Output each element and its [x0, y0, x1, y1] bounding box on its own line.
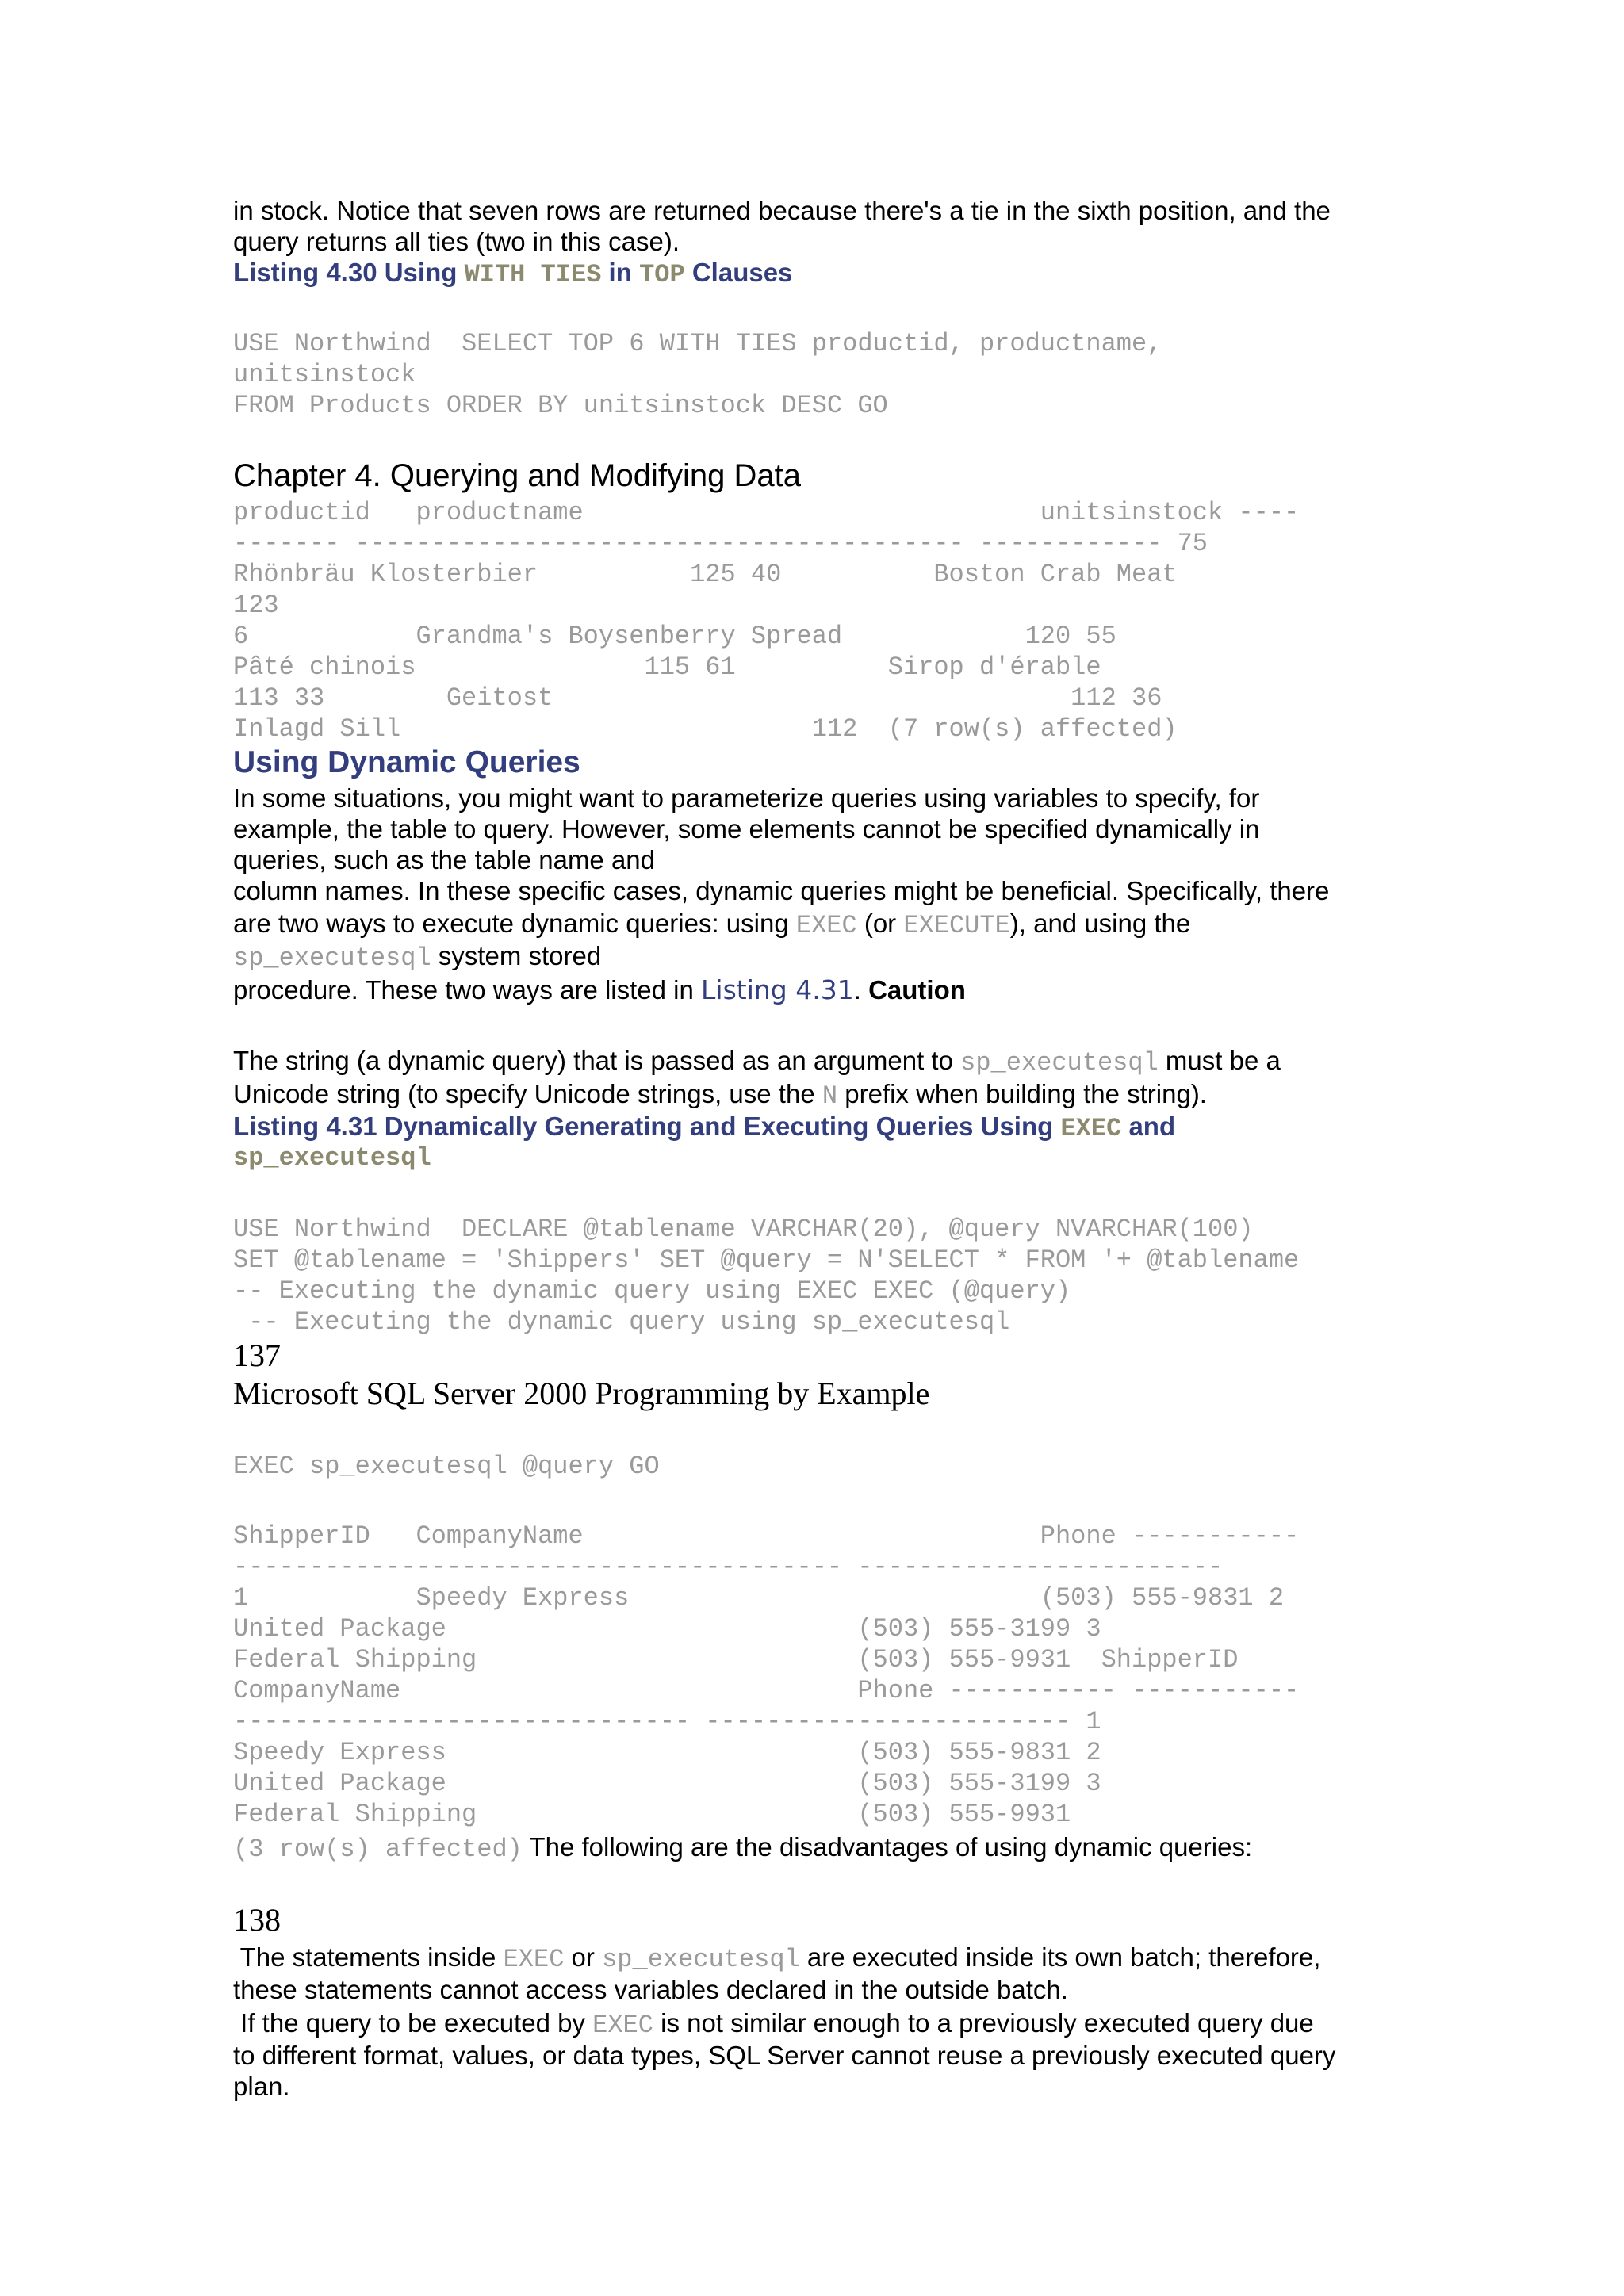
output-line: CompanyName Phone ----------- ----------- — [233, 1676, 1300, 1705]
code-line: SET @tablename = 'Shippers' SET @query = N'SELECT * FROM '+ @tablename — [233, 1246, 1300, 1275]
listing-4-30-caption: Listing 4.30 Using WITH TIES in TOP Clauses — [233, 258, 793, 289]
output-line: Pâté chinois 115 61 Sirop d'érable — [233, 652, 1101, 682]
disadvantages-intro: (3 row(s) affected) The following are the disadvantages of using dynamic queries: — [233, 1832, 1253, 1864]
output-line: 113 33 Geitost 112 36 — [233, 683, 1162, 713]
output-line: ShipperID CompanyName Phone ----------- — [233, 1521, 1300, 1551]
paragraph-line: In some situations, you might want to parameterize queries using variables to specify, for — [233, 783, 1260, 813]
output-line: ------------------------------ ------------------------ 1 — [233, 1707, 1101, 1736]
listing-4-31-caption: Listing 4.31 Dynamically Generating and Executing Queries Using EXEC and — [233, 1112, 1176, 1143]
code-line: EXEC sp_executesql @query GO — [233, 1452, 660, 1481]
page-number: 138 — [233, 1902, 281, 1938]
bullet-item: The statements inside EXEC or sp_executesql are executed inside its own batch; therefore, — [233, 1942, 1321, 1974]
paragraph-line: sp_executesql system stored — [233, 941, 602, 973]
paragraph-line: procedure. These two ways are listed in Listing 4.31. Caution — [233, 974, 966, 1005]
code-line: unitsinstock — [233, 360, 416, 389]
paragraph-line: are two ways to execute dynamic queries: using EXEC (or EXECUTE), and using the — [233, 909, 1191, 940]
paragraph-line: queries, such as the table name and — [233, 845, 656, 874]
intro-line-1: in stock. Notice that seven rows are returned because there's a tie in the sixth position, and the — [233, 196, 1331, 225]
intro-line-2: query returns all ties (two in this case). — [233, 227, 680, 256]
code-line: USE Northwind SELECT TOP 6 WITH TIES productid, productname, — [233, 329, 1162, 358]
output-line: Federal Shipping (503) 555-9931 ShipperID — [233, 1645, 1239, 1674]
output-line: Speedy Express (503) 555-9831 2 — [233, 1738, 1101, 1767]
caution-label: Caution — [868, 975, 966, 1004]
caution-line: The string (a dynamic query) that is passed as an argument to sp_executesql must be a — [233, 1046, 1281, 1077]
output-line: ---------------------------------------- ------------------------ — [233, 1552, 1224, 1582]
output-line: United Package (503) 555-3199 3 — [233, 1769, 1101, 1798]
caution-line: Unicode string (to specify Unicode strings, use the N prefix when building the string). — [233, 1079, 1207, 1111]
output-line: 1 Speedy Express (503) 555-9831 2 — [233, 1583, 1285, 1613]
paragraph-line: column names. In these specific cases, dynamic queries might be beneficial. Specifically, there — [233, 876, 1330, 905]
paragraph-line: example, the table to query. However, some elements cannot be specified dynamically in — [233, 814, 1260, 844]
output-line: Rhönbräu Klosterbier 125 40 Boston Crab Meat — [233, 560, 1178, 589]
output-line: productid productname unitsinstock ---- — [233, 498, 1300, 527]
listing-4-31-caption-cont: sp_executesql — [233, 1143, 431, 1173]
bullet-item-cont: plan. — [233, 2072, 290, 2101]
code-line: -- Executing the dynamic query using sp_executesql — [233, 1307, 1010, 1337]
section-heading: Using Dynamic Queries — [233, 745, 580, 779]
output-line: United Package (503) 555-3199 3 — [233, 1614, 1101, 1644]
output-line: 6 Grandma's Boysenberry Spread 120 55 — [233, 622, 1116, 651]
output-line: ------- ---------------------------------------- ------------ 75 — [233, 529, 1208, 558]
output-line: 123 — [233, 591, 279, 620]
book-title: Microsoft SQL Server 2000 Programming by Example — [233, 1376, 930, 1411]
bullet-item: If the query to be executed by EXEC is not similar enough to a previously executed query due — [233, 2008, 1314, 2040]
code-line: USE Northwind DECLARE @tablename VARCHAR(20), @query NVARCHAR(100) — [233, 1215, 1254, 1244]
listing-reference-link[interactable]: Listing 4.31 — [701, 974, 854, 1005]
page-number: 137 — [233, 1337, 281, 1373]
bullet-item-cont: to different format, values, or data types, SQL Server cannot reuse a previously executed query — [233, 2041, 1336, 2070]
code-line: FROM Products ORDER BY unitsinstock DESC GO — [233, 391, 888, 420]
bullet-item-cont: these statements cannot access variables declared in the outside batch. — [233, 1975, 1068, 2004]
chapter-header: Chapter 4. Querying and Modifying Data — [233, 458, 801, 493]
output-line: Federal Shipping (503) 555-9931 — [233, 1800, 1071, 1829]
output-line: Inlagd Sill 112 (7 row(s) affected) — [233, 714, 1178, 744]
code-line: -- Executing the dynamic query using EXEC EXEC (@query) — [233, 1276, 1071, 1306]
